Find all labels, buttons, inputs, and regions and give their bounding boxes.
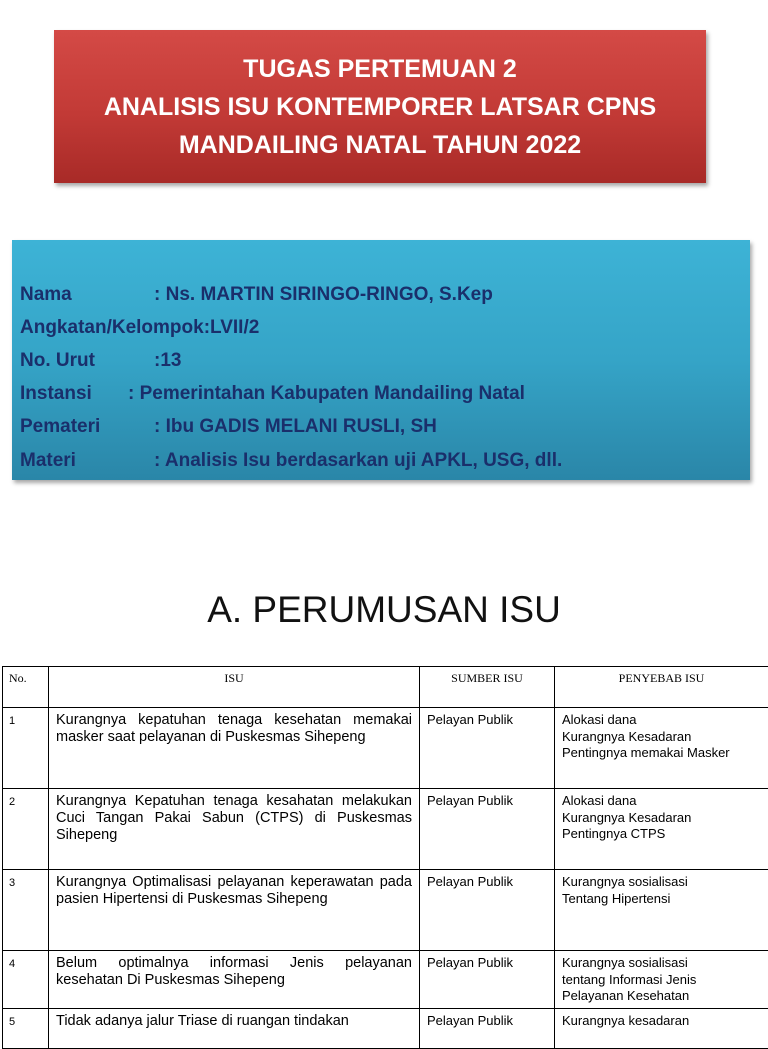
row-number: 3 — [3, 870, 49, 951]
penyebab-line: Kurangnya sosialisasi — [562, 955, 762, 972]
info-label-angkatan: Angkatan/Kelompok:LVII/2 — [20, 311, 259, 344]
title-banner — [54, 30, 706, 183]
penyebab-line: Pentingnya memakai Masker — [562, 745, 762, 762]
sumber-cell: Pelayan Publik — [420, 870, 555, 951]
title-line-1: TUGAS PERTEMUAN 2 — [243, 50, 517, 88]
info-value-nama: : Ns. MARTIN SIRINGO-RINGO, S.Kep — [154, 278, 493, 311]
isu-cell: Tidak adanya jalur Triase di ruangan tindakan — [49, 1009, 420, 1049]
info-label-pemateri: Pemateri — [20, 410, 100, 443]
table-header-row — [3, 667, 768, 708]
table-row — [3, 870, 768, 951]
info-value-materi: : Analisis Isu berdasarkan uji APKL, USG, dll. — [154, 444, 562, 477]
isu-cell: Kurangnya kepatuhan tenaga kesehatan memakai masker saat pelayanan di Puskesmas Sihepeng — [49, 708, 420, 789]
row-number: 5 — [3, 1009, 49, 1049]
info-label-instansi: Instansi — [20, 377, 92, 410]
header-penyebab-isu: PENYEBAB ISU — [555, 667, 768, 708]
info-label-materi: Materi — [20, 444, 76, 477]
table-row — [3, 1009, 768, 1049]
sumber-cell: Pelayan Publik — [420, 789, 555, 870]
penyebab-line: Kurangnya Kesadaran — [562, 729, 762, 746]
isu-cell: Kurangnya Kepatuhan tenaga kesahatan melakukan Cuci Tangan Pakai Sabun (CTPS) di Puskesmas Sihepeng — [49, 789, 420, 870]
penyebab-line: Kurangnya Kesadaran — [562, 810, 762, 827]
sumber-cell: Pelayan Publik — [420, 951, 555, 1009]
penyebab-line: tentang Informasi Jenis — [562, 972, 762, 989]
isu-cell: Kurangnya Optimalisasi pelayanan keperawatan pada pasien Hipertensi di Puskesmas Sihepeng — [49, 870, 420, 951]
title-line-3: MANDAILING NATAL TAHUN 2022 — [179, 126, 581, 164]
row-number: 2 — [3, 789, 49, 870]
penyebab-line: Alokasi dana — [562, 793, 762, 810]
header-isu: ISU — [49, 667, 420, 708]
penyebab-cell — [555, 1009, 768, 1049]
penyebab-cell — [555, 951, 768, 1009]
title-line-2: ANALISIS ISU KONTEMPORER LATSAR CPNS — [104, 88, 656, 126]
penyebab-line: Pelayanan Kesehatan — [562, 988, 762, 1005]
isu-cell: Belum optimalnya informasi Jenis pelayanan kesehatan Di Puskesmas Sihepeng — [49, 951, 420, 1009]
info-value-instansi: : Pemerintahan Kabupaten Mandailing Natal — [128, 377, 525, 410]
table-row — [3, 789, 768, 870]
info-value-pemateri: : Ibu GADIS MELANI RUSLI, SH — [154, 410, 437, 443]
header-sumber-isu: SUMBER ISU — [420, 667, 555, 708]
table-row — [3, 708, 768, 789]
issue-table — [2, 666, 768, 1049]
table-row — [3, 951, 768, 1009]
penyebab-line: Tentang Hipertensi — [562, 891, 762, 908]
info-value-no-urut: :13 — [154, 344, 181, 377]
sumber-cell: Pelayan Publik — [420, 708, 555, 789]
info-label-no-urut: No. Urut — [20, 344, 95, 377]
participant-info-box — [12, 240, 750, 480]
penyebab-line: Alokasi dana — [562, 712, 762, 729]
section-heading: A. PERUMUSAN ISU — [0, 582, 768, 638]
penyebab-line: Kurangnya kesadaran — [562, 1013, 762, 1030]
penyebab-line: Kurangnya sosialisasi — [562, 874, 762, 891]
row-number: 1 — [3, 708, 49, 789]
penyebab-line: Pentingnya CTPS — [562, 826, 762, 843]
penyebab-cell — [555, 870, 768, 951]
penyebab-cell — [555, 708, 768, 789]
penyebab-cell — [555, 789, 768, 870]
row-number: 4 — [3, 951, 49, 1009]
info-label-nama: Nama — [20, 278, 72, 311]
header-no: No. — [3, 667, 49, 708]
sumber-cell: Pelayan Publik — [420, 1009, 555, 1049]
